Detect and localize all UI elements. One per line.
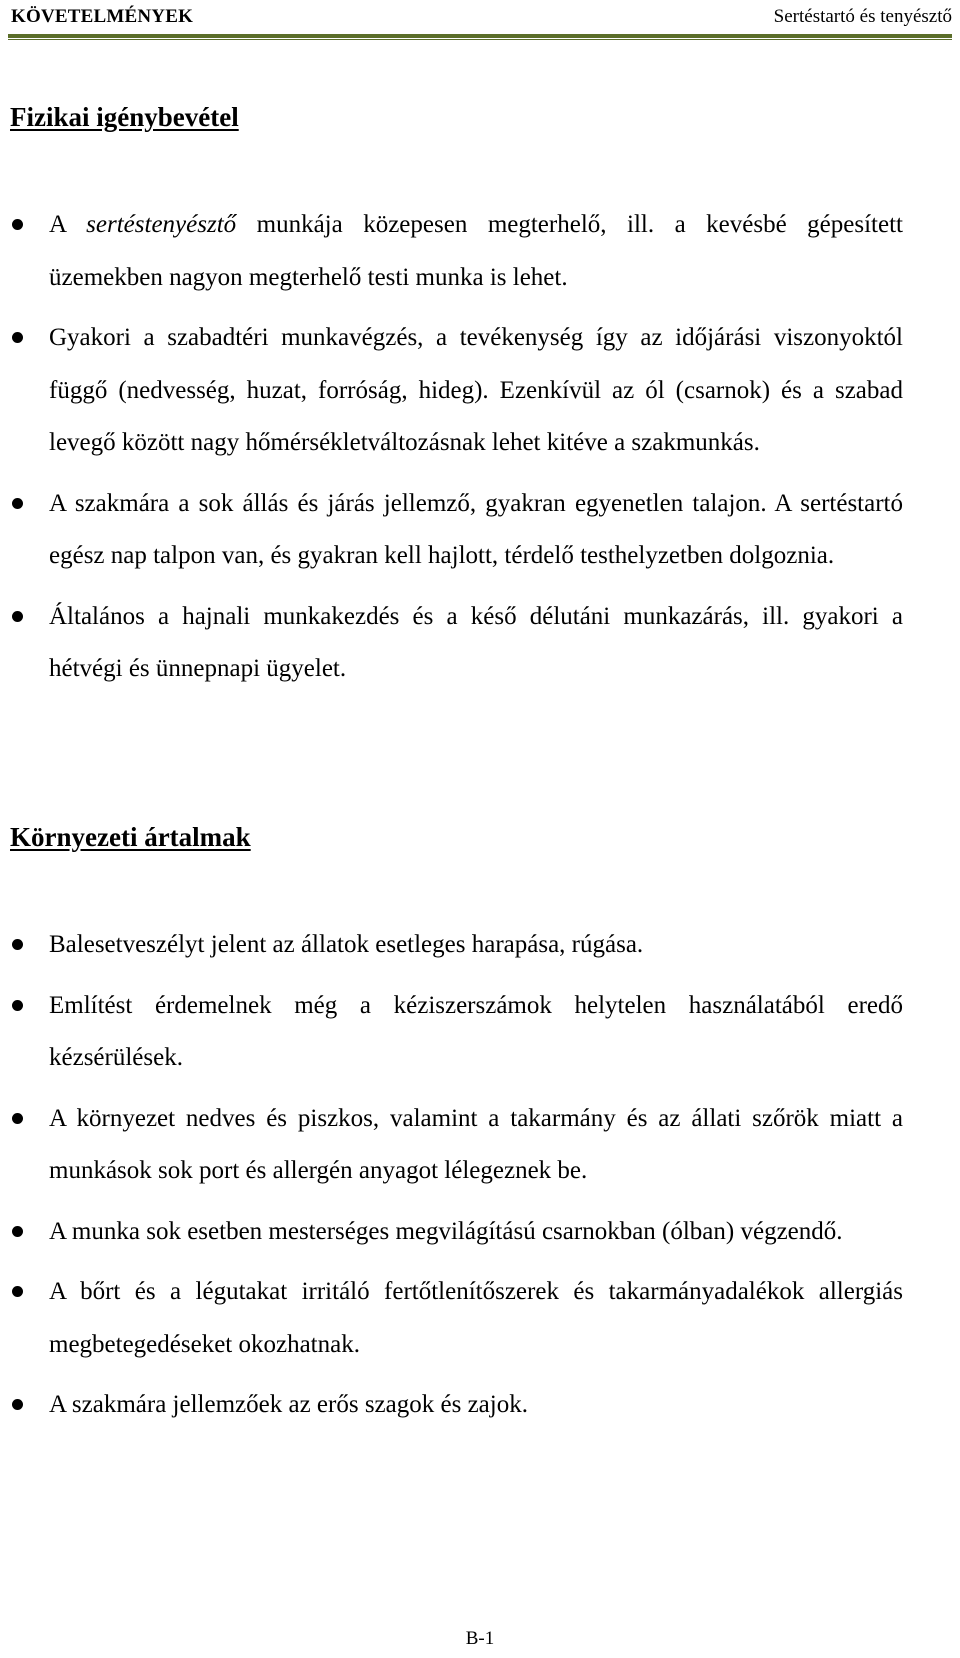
bullet-icon	[12, 1286, 23, 1297]
physical-demands-list	[0, 199, 960, 696]
list-item	[0, 919, 903, 972]
bullet-icon	[12, 1113, 23, 1124]
list-item	[0, 1206, 903, 1259]
list-item	[0, 199, 903, 304]
header-divider-thin	[8, 39, 952, 40]
list-item-text: A szakmára a sok állás és járás jellemző, gyakran egyenetlen talajon. A sertéstartó egész nap talpon van, és gyakran kell hajlott, térdelő testhelyzetben dolgoznia.	[49, 489, 903, 569]
list-item	[0, 478, 903, 583]
section-title-environmental-hazards: Környezeti ártalmak	[10, 822, 251, 852]
bullet-icon	[12, 332, 23, 343]
list-item-text-end: munkája közepesen megterhelő, ill. a kevésbé gépesített üzemekben nagyon megterhelő testi munka is lehet.	[49, 211, 903, 291]
running-header	[8, 2, 952, 36]
page-number: B-1	[465, 1628, 495, 1649]
list-item-text: A bőrt és a légutakat irritáló fertőtlenítőszerek és takarmányadalékok allergiás megbetegedéseket okozhatnak.	[49, 1278, 903, 1358]
list-item-text: Gyakori a szabadtéri munkavégzés, a tevékenység így az időjárási viszonyoktól függő (nedvesség, huzat, forróság, hideg). Ezenkívül az ól (csarnok) és a szabad levegő között nagy hőmérsékletváltozásnak lehet kitéve a szakmunkás.	[49, 324, 903, 456]
list-item-text: Említést érdemelnek még a kéziszerszámok helytelen használatából eredő kézsérülések.	[49, 991, 903, 1071]
header-document-title: Sertéstartó és tenyésztő	[773, 6, 952, 27]
list-item	[0, 1266, 903, 1371]
list-item	[0, 312, 903, 470]
bullet-icon	[12, 1226, 23, 1237]
list-item-text: A szakmára jellemzőek az erős szagok és zajok.	[49, 1391, 528, 1418]
list-item	[0, 1093, 903, 1198]
bullet-icon	[12, 219, 23, 230]
list-item	[0, 591, 903, 696]
environmental-hazards-list	[0, 919, 960, 1432]
list-item-text: Általános a hajnali munkakezdés és a késő délutáni munkazárás, ill. gyakori a hétvégi és ünnepnapi ügyelet.	[49, 602, 903, 682]
header-section-label: KÖVETELMÉNYEK	[11, 6, 194, 27]
section-title-physical-demands: Fizikai igénybevétel	[10, 102, 239, 132]
list-item-text: Balesetveszélyt jelent az állatok esetleges harapása, rúgása.	[49, 931, 644, 958]
header-divider-thick	[8, 34, 952, 38]
list-item-text: A környezet nedves és piszkos, valamint a takarmány és az állati szőrök miatt a munkások sok port és allergén anyagot lélegeznek be.	[49, 1104, 903, 1184]
list-item-text-emphasis: sertéstenyésztő	[86, 211, 237, 238]
bullet-icon	[12, 1399, 23, 1410]
list-item-text-start: A	[49, 211, 87, 238]
list-item	[0, 980, 903, 1085]
bullet-icon	[12, 498, 23, 509]
bullet-icon	[12, 611, 23, 622]
bullet-icon	[12, 1000, 23, 1011]
list-item	[0, 1379, 903, 1432]
list-item-text: A munka sok esetben mesterséges megvilágítású csarnokban (ólban) végzendő.	[49, 1217, 843, 1245]
bullet-icon	[12, 939, 23, 950]
